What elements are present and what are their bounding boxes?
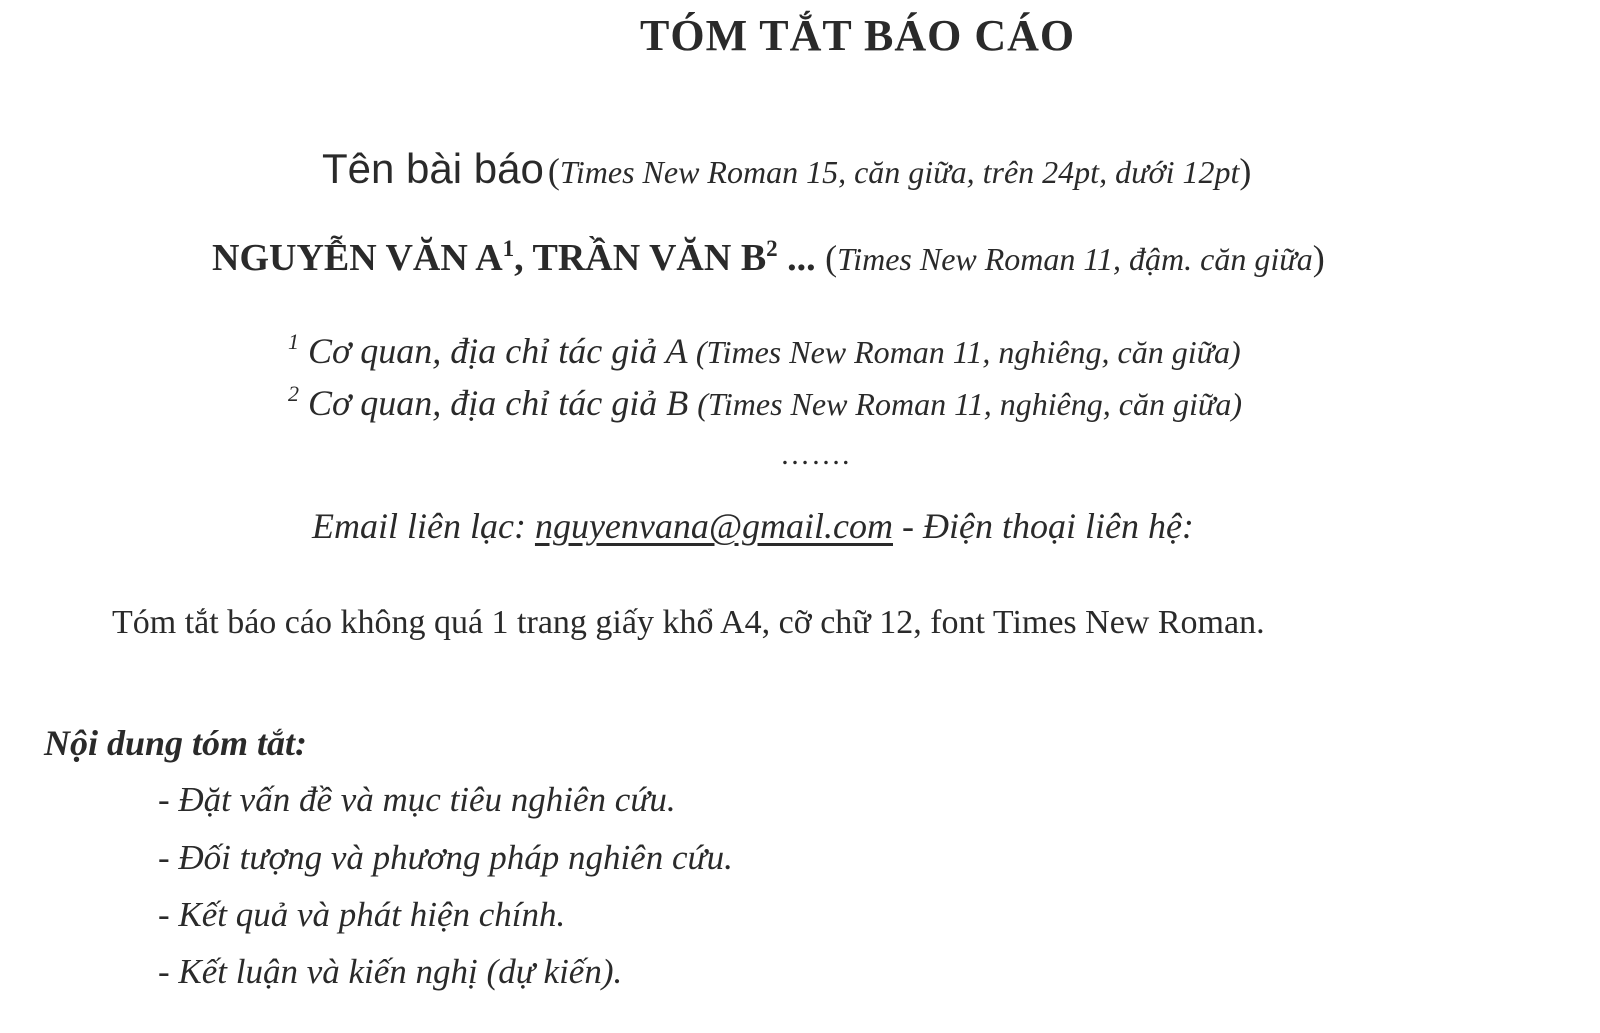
email-link[interactable]: nguyenvana@gmail.com (534, 506, 893, 546)
paper-title-line (322, 145, 1522, 193)
content-item: - Kết quả và phát hiện chính. (158, 895, 566, 934)
content-item: - Đặt vấn đề và mục tiêu nghiên cứu. (158, 780, 676, 819)
phone-label: - Điện thoại liên hệ: (892, 506, 1194, 546)
content-item: - Kết luận và kiến nghị (dự kiến). (158, 952, 623, 991)
affiliation-b (288, 382, 1488, 424)
affiliation-b-text: Cơ quan, địa chỉ tác giả B (299, 383, 698, 423)
author-a-superscript: 1 (502, 236, 515, 261)
affiliation-a-text: Cơ quan, địa chỉ tác giả A (299, 331, 696, 371)
affiliation-a (288, 330, 1488, 372)
affiliation-a-superscript: 1 (288, 329, 299, 354)
document-title: TÓM TẮT BÁO CÁO (640, 11, 1076, 60)
author-b-name: TRẦN VĂN B (532, 237, 767, 279)
affiliation-ellipsis: ……. (780, 438, 851, 471)
authors-paren-close: ) (1312, 238, 1325, 278)
email-label: Email liên lạc: (312, 506, 535, 546)
affiliation-b-format-note: (Times New Roman 11, nghiêng, căn giữa) (697, 386, 1242, 422)
content-item: - Đối tượng và phương pháp nghiên cứu. (158, 838, 733, 877)
author-separator: , (514, 237, 533, 279)
paper-title-paren-open: ( (547, 151, 560, 191)
affiliation-a-format-note: (Times New Roman 11, nghiêng, căn giữa) (695, 334, 1241, 370)
authors-paren-open: ( (825, 238, 838, 278)
content-heading: Nội dung tóm tắt: (44, 723, 308, 763)
affiliation-b-superscript: 2 (288, 381, 299, 406)
abstract-instruction: Tóm tắt báo cáo không quá 1 trang giấy khổ A4, cỡ chữ 12, font Times New Roman. (112, 604, 1265, 641)
authors-line (212, 236, 1562, 280)
paper-title: Tên bài báo (322, 145, 544, 192)
author-b-superscript: 2 (766, 236, 778, 261)
authors-format-note: Times New Roman 11, đậm. căn giữa (837, 241, 1313, 277)
paper-title-format-note: Times New Roman 15, căn giữa, trên 24pt, dưới 12pt (559, 154, 1240, 190)
author-a-name: NGUYỄN VĂN A (212, 237, 503, 279)
author-trailing: ... (777, 237, 826, 279)
paper-title-paren-close: ) (1239, 151, 1252, 191)
contact-line (312, 505, 1512, 547)
